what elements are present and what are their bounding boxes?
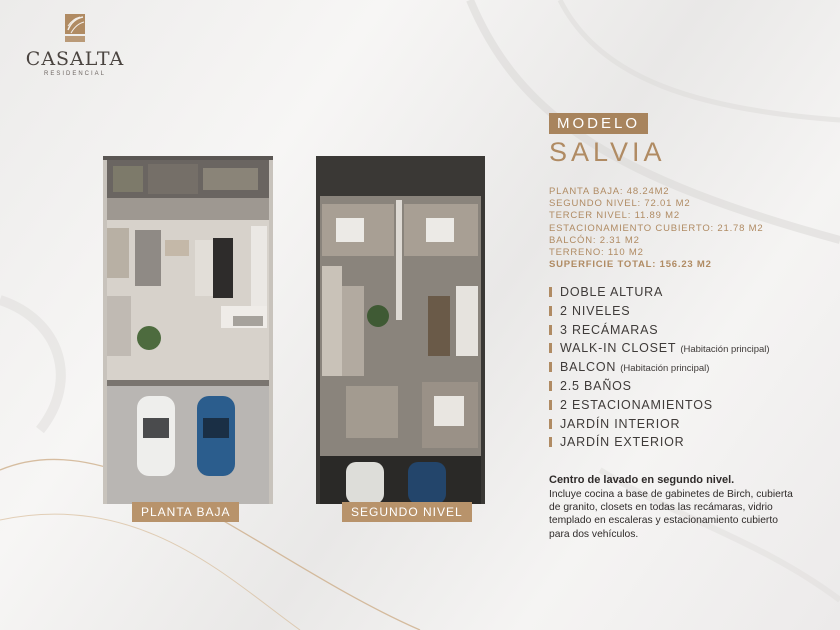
spec-balcony: BALCÓN: 2.31 M2	[549, 234, 640, 246]
list-item	[549, 360, 770, 379]
feature-label: DOBLE ALTURA	[560, 285, 664, 299]
feature-label: 3 RECÁMARAS	[560, 322, 659, 337]
ground-floor-plan	[103, 156, 273, 504]
feature-label: JARDÍN EXTERIOR	[560, 435, 685, 450]
spec-second-floor: SEGUNDO NIVEL: 72.01 M2	[549, 198, 691, 210]
list-item	[549, 341, 770, 360]
brand-name: CASALTA	[25, 48, 125, 70]
list-item	[549, 379, 770, 398]
list-item	[549, 398, 770, 417]
leaf-square-icon	[63, 12, 87, 44]
bullet-icon	[549, 343, 552, 353]
feature-list	[549, 285, 770, 454]
description-note	[549, 474, 799, 541]
feature-note: (Habitación principal)	[680, 344, 770, 356]
bullet-icon	[549, 306, 552, 316]
bullet-icon	[549, 437, 552, 447]
list-item	[549, 304, 770, 323]
feature-label: WALK-IN CLOSET	[560, 341, 677, 356]
bullet-icon	[549, 381, 552, 391]
spec-parking: ESTACIONAMIENTO CUBIERTO: 21.78 M2	[549, 222, 764, 234]
feature-note: (Habitación principal)	[620, 363, 710, 375]
bullet-icon	[549, 419, 552, 429]
list-item	[549, 435, 770, 454]
bullet-icon	[549, 400, 552, 410]
feature-label: JARDÍN INTERIOR	[560, 416, 681, 431]
feature-label: 2 NIVELES	[560, 303, 631, 318]
model-name: SALVIA	[549, 137, 666, 167]
note-body: Incluye cocina a base de gabinetes de Birch, cubierta de granito, closets en todas las recámaras, vidrio templado en escaleras y estacionamiento cubierto para dos vehículos.	[549, 489, 793, 540]
list-item	[549, 285, 770, 304]
spec-total: SUPERFICIE TOTAL: 156.23 M2	[549, 259, 712, 271]
list-item	[549, 417, 770, 436]
bullet-icon	[549, 362, 552, 372]
second-floor-label: SEGUNDO NIVEL	[342, 502, 472, 522]
second-floor-plan	[316, 156, 485, 504]
bullet-icon	[549, 325, 552, 335]
bullet-icon	[549, 287, 552, 297]
brand-subtitle: RESIDENCIAL	[43, 71, 106, 77]
model-tag: MODELO	[549, 113, 648, 134]
feature-label: BALCON	[560, 360, 617, 375]
area-specs	[549, 186, 763, 271]
spec-ground-floor: PLANTA BAJA: 48.24M2	[549, 186, 670, 197]
note-title: Centro de lavado en segundo nivel.	[549, 474, 735, 486]
feature-label: 2.5 BAÑOS	[560, 378, 632, 393]
spec-land: TERRENO: 110 M2	[549, 247, 644, 259]
brand-logo	[20, 12, 130, 77]
list-item	[549, 323, 770, 342]
spec-third-floor: TERCER NIVEL: 11.89 M2	[549, 210, 680, 222]
feature-label: 2 ESTACIONAMIENTOS	[560, 397, 713, 412]
ground-floor-label: PLANTA BAJA	[132, 502, 239, 522]
